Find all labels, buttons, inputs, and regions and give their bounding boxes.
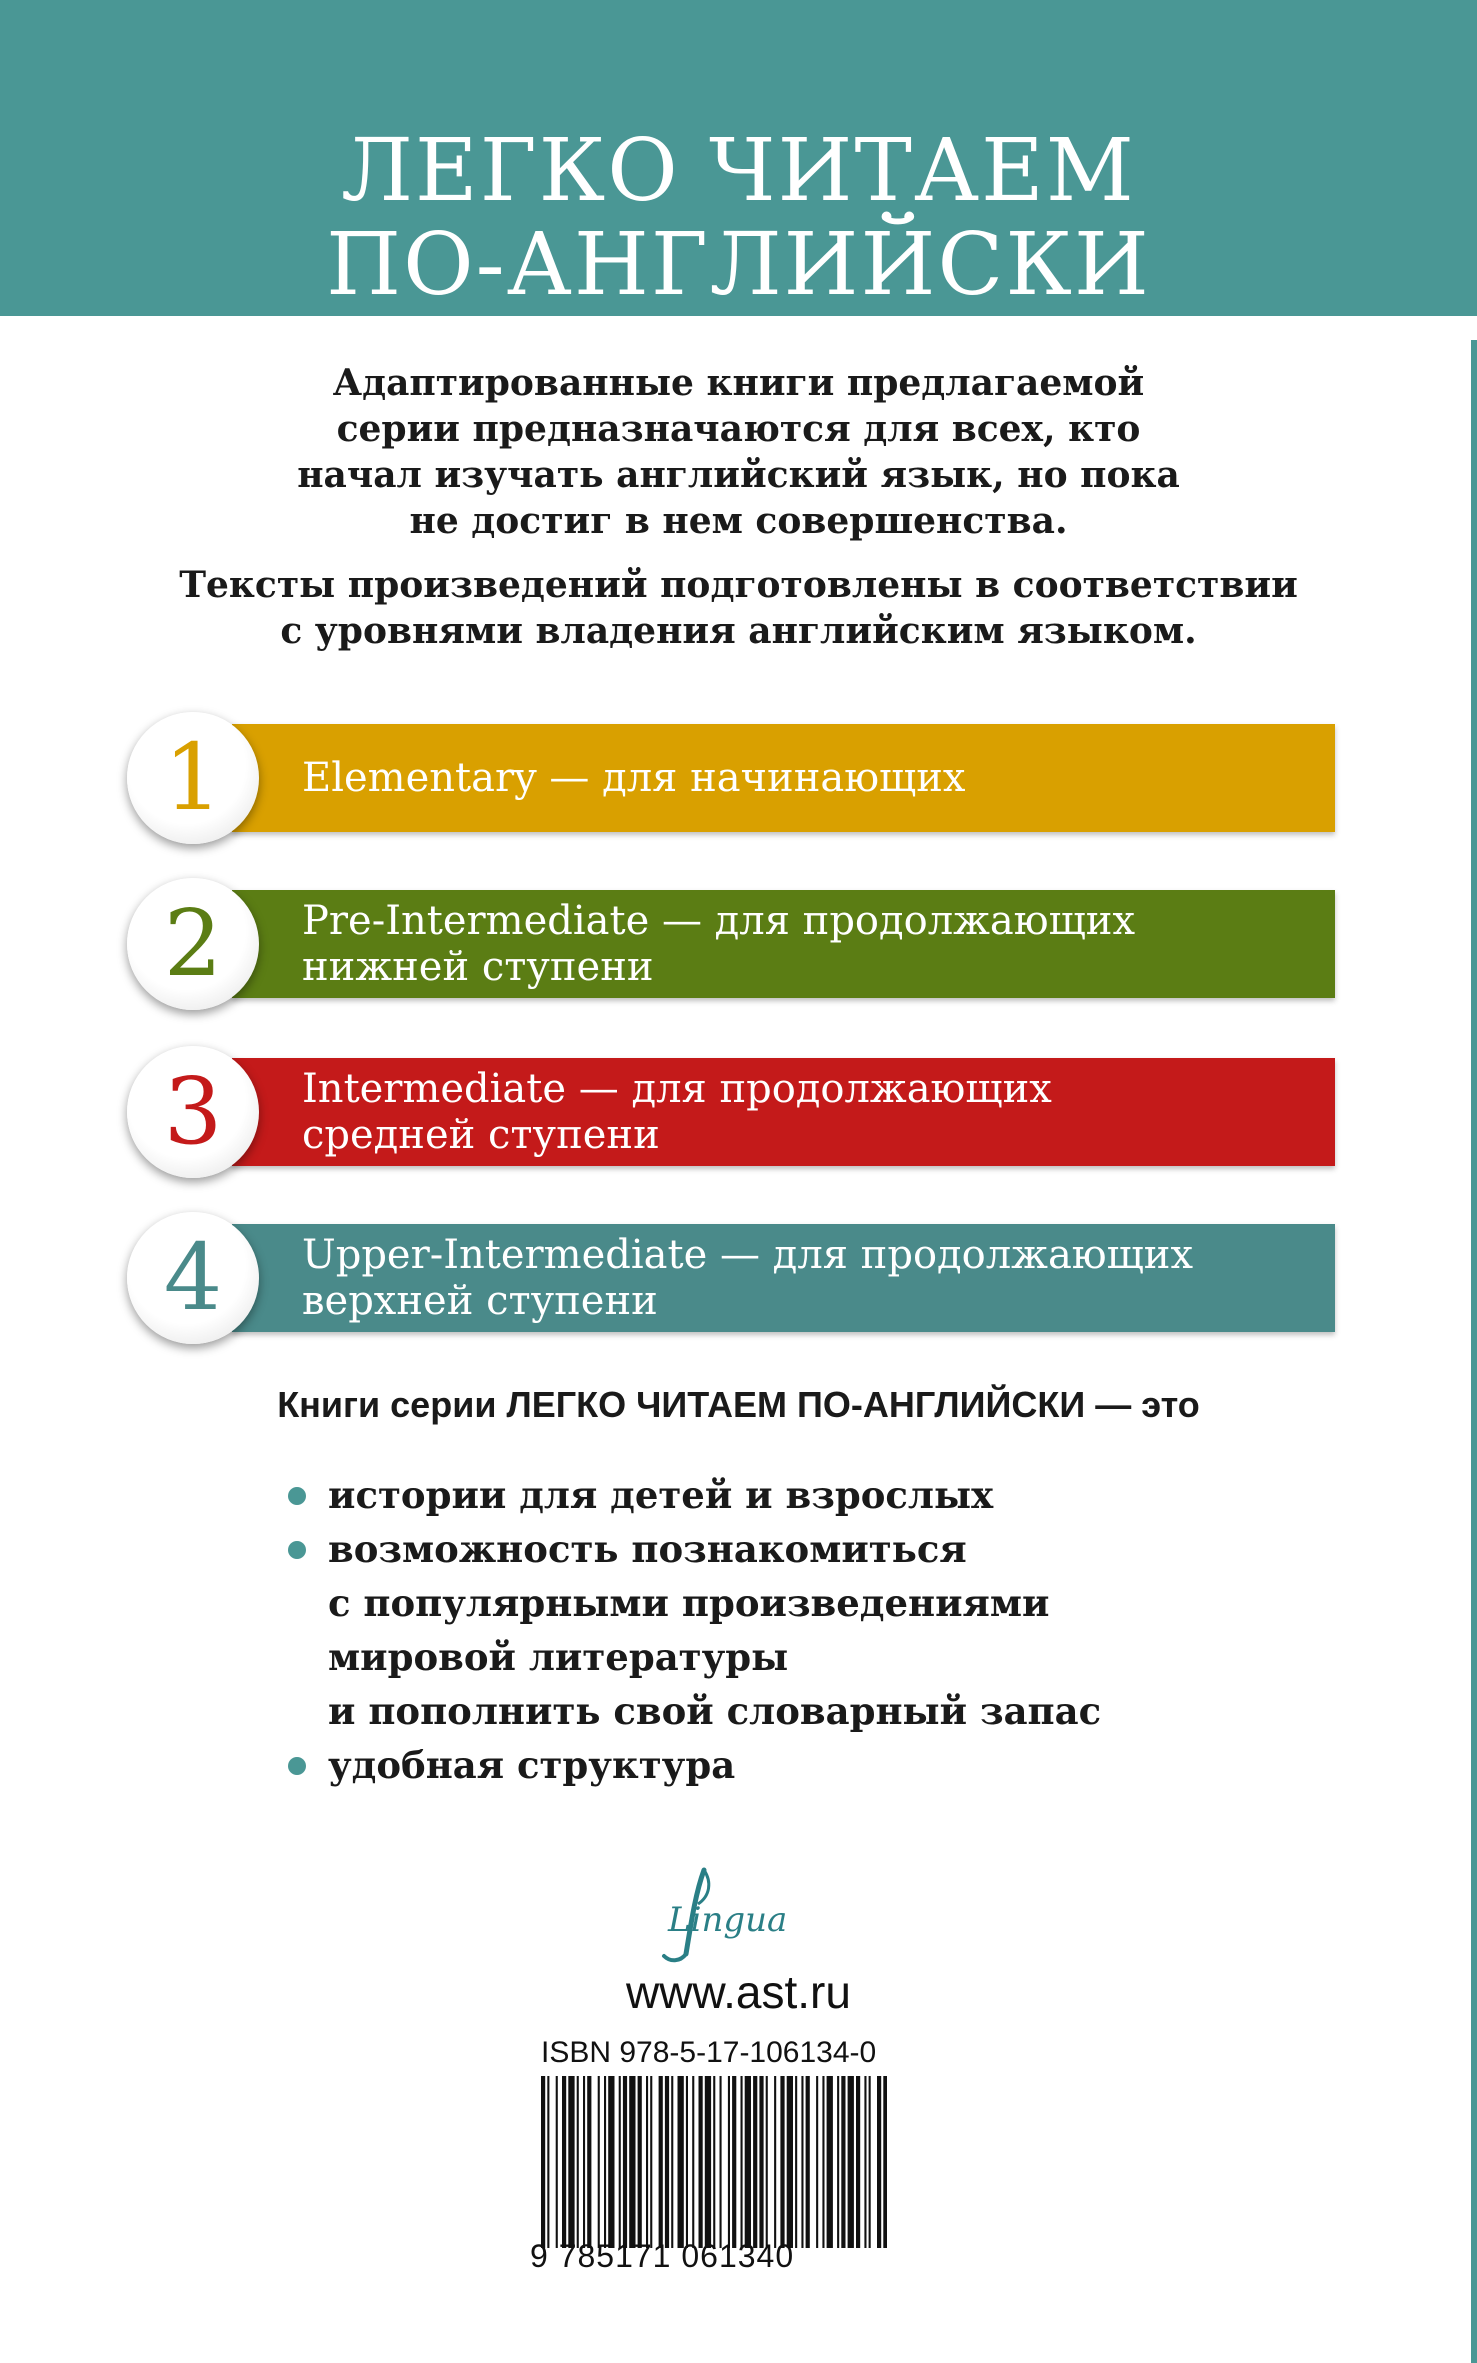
barcode-bar <box>848 2076 854 2248</box>
barcode <box>541 2076 887 2248</box>
barcode-bar <box>598 2076 600 2248</box>
barcode-bar <box>541 2076 545 2248</box>
barcode-bar <box>692 2076 694 2248</box>
barcode-bar <box>780 2076 784 2248</box>
level-2-label: Pre-Intermediate — для продолжающих нижней ступени <box>302 898 1136 990</box>
barcode-bar <box>665 2076 669 2248</box>
barcode-bar <box>650 2076 652 2248</box>
barcode-bar <box>686 2076 688 2248</box>
barcode-bar <box>623 2076 627 2248</box>
intro-paragraph-2 <box>100 562 1377 654</box>
barcode-bar <box>856 2076 860 2248</box>
barcode-bar <box>774 2076 776 2248</box>
barcode-bar <box>753 2076 757 2248</box>
barcode-bar <box>741 2076 743 2248</box>
edge-strip <box>1471 340 1477 2363</box>
barcode-bar <box>806 2076 810 2248</box>
level-4 <box>127 1218 1335 1338</box>
barcode-bar <box>720 2076 722 2248</box>
barcode-bar <box>547 2076 549 2248</box>
website-url[interactable]: www.ast.ru <box>626 1966 851 2018</box>
level-1-label: Elementary — для начинающих <box>302 755 966 801</box>
level-3-label: Intermediate — для продолжающих средней ступени <box>302 1066 1052 1158</box>
barcode-bar <box>877 2076 881 2248</box>
intro-paragraph-2-line2: с уровнями владения английским языком. <box>280 610 1197 652</box>
level-1 <box>127 718 1335 838</box>
intro-text <box>100 360 1377 654</box>
barcode-bar <box>822 2076 824 2248</box>
level-3 <box>127 1052 1335 1172</box>
barcode-bar <box>629 2076 635 2248</box>
barcode-bar <box>841 2076 845 2248</box>
barcode-bar <box>556 2076 558 2248</box>
level-1-number: 1 <box>127 712 259 844</box>
barcode-bar <box>787 2076 793 2248</box>
barcode-bar <box>869 2076 871 2248</box>
barcode-bar <box>827 2076 833 2248</box>
bullet-dot-icon <box>288 1487 306 1505</box>
intro-paragraph-1: Адаптированные книги предлагаемой серии предназначаются для всех, кто начал изучать английский язык, но пока не достиг в нем совершенства. <box>297 362 1180 542</box>
barcode-bar <box>816 2076 818 2248</box>
level-2 <box>127 884 1335 1004</box>
barcode-bar <box>766 2076 768 2248</box>
feature-item: возможность познакомиться с популярными произведениями мировой литературы и пополнить свой словарный запас <box>284 1522 1184 1738</box>
level-2-number: 2 <box>127 878 259 1010</box>
barcode-bar <box>619 2076 621 2248</box>
barcode-bar <box>801 2076 803 2248</box>
barcode-bar <box>713 2076 715 2248</box>
feature-list <box>284 1468 1184 1792</box>
level-4-label: Upper-Intermediate — для продолжающих верхней ступени <box>302 1232 1194 1324</box>
barcode-bar <box>759 2076 763 2248</box>
barcode-bar <box>883 2076 887 2248</box>
cover-header <box>0 0 1477 316</box>
series-title-line2: ПО-АНГЛИЙСКИ <box>326 215 1151 315</box>
bullet-dot-icon <box>288 1757 306 1775</box>
series-title-line1: ЛЕГКО ЧИТАЕМ <box>341 121 1136 221</box>
barcode-bar <box>699 2076 703 2248</box>
barcode-bar <box>583 2076 585 2248</box>
barcode-bar <box>638 2076 642 2248</box>
series-statement: Книги серии ЛЕГКО ЧИТАЕМ ПО-АНГЛИЙСКИ — это <box>277 1384 1200 1425</box>
barcode-digits: 9 785171 061340 <box>530 2238 795 2274</box>
level-3-number: 3 <box>127 1046 259 1178</box>
level-4-number: 4 <box>127 1212 259 1344</box>
publisher-logo-text: Lingua <box>668 1900 788 1940</box>
barcode-bar <box>608 2076 614 2248</box>
barcode-bar <box>745 2076 751 2248</box>
series-title <box>0 121 1477 315</box>
barcode-bar <box>837 2076 839 2248</box>
barcode-bar <box>795 2076 797 2248</box>
barcode-bar <box>604 2076 606 2248</box>
isbn-number: ISBN 978-5-17-106134-0 <box>541 2036 877 2069</box>
barcode-bar <box>577 2076 579 2248</box>
barcode-bar <box>678 2076 684 2248</box>
bullet-dot-icon <box>288 1541 306 1559</box>
barcode-bar <box>568 2076 574 2248</box>
barcode-bar <box>728 2076 730 2248</box>
feature-item: удобная структура <box>284 1738 1184 1792</box>
barcode-bar <box>705 2076 711 2248</box>
barcode-bar <box>587 2076 591 2248</box>
barcode-bar <box>646 2076 648 2248</box>
barcode-bar <box>659 2076 663 2248</box>
barcode-bar <box>562 2076 566 2248</box>
barcode-bar <box>864 2076 866 2248</box>
barcode-bar <box>732 2076 736 2248</box>
feature-item: истории для детей и взрослых <box>284 1468 1184 1522</box>
barcode-bar <box>671 2076 673 2248</box>
intro-paragraph-2-line1: Тексты произведений подготовлены в соответствии <box>179 564 1298 606</box>
